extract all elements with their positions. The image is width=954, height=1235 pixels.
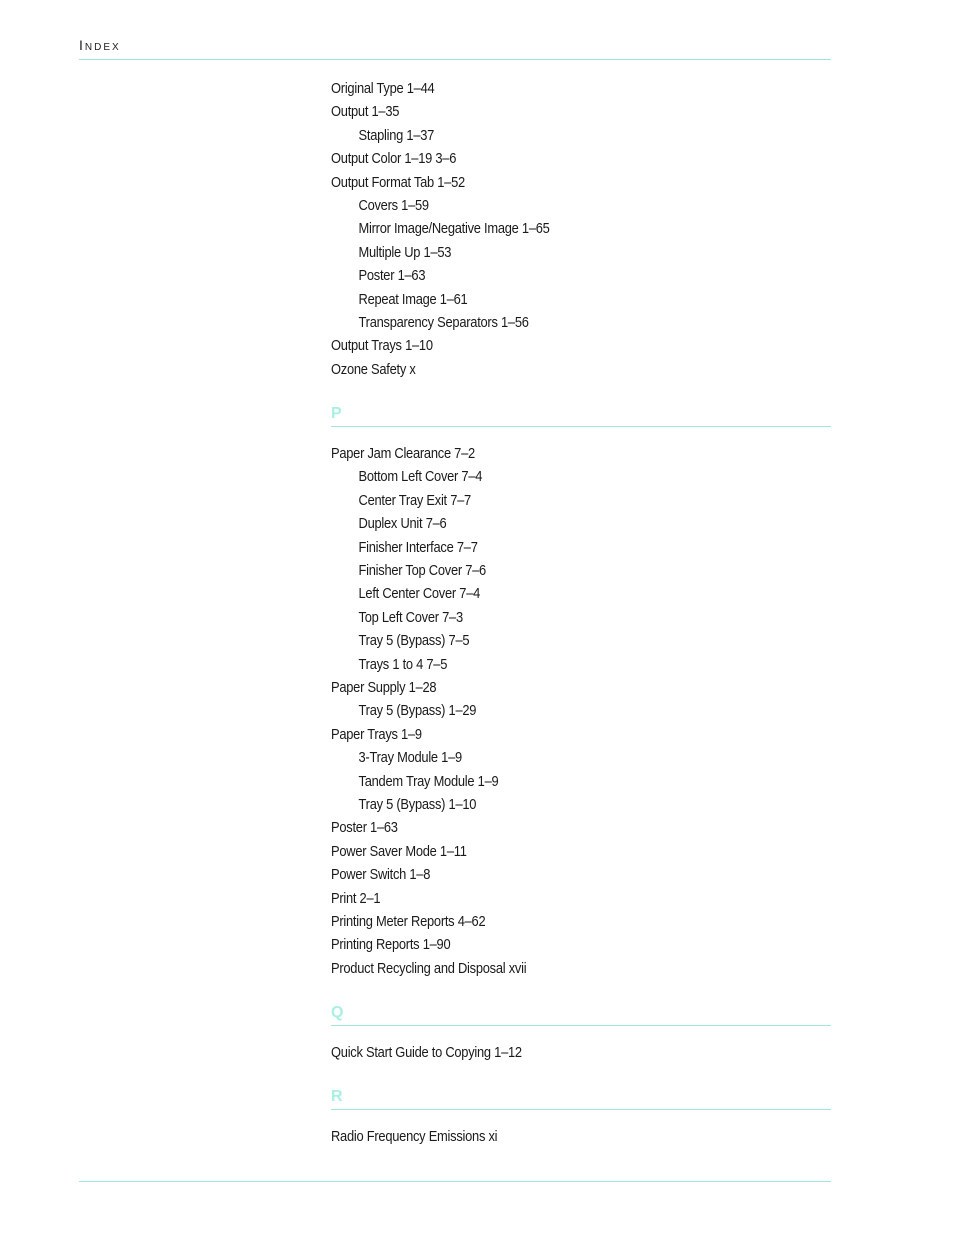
section-letter-r: R — [331, 1088, 343, 1106]
header-rule — [79, 59, 831, 60]
index-entry: Original Type 1–44 — [331, 80, 435, 97]
index-entry: Output Format Tab 1–52 — [331, 173, 465, 191]
index-entry: Printing Meter Reports 4–62 — [331, 912, 486, 930]
index-subentry: Tray 5 (Bypass) 1–29 — [358, 702, 477, 720]
footer-rule — [79, 1181, 831, 1182]
index-column — [331, 77, 831, 1149]
index-entry: Paper Trays 1–9 — [331, 725, 422, 743]
index-subentry: Finisher Interface 7–7 — [358, 538, 478, 556]
index-subentry: Duplex Unit 7–6 — [358, 515, 447, 533]
index-subentry: Stapling 1–37 — [358, 126, 435, 144]
index-subentry: 3-Tray Module 1–9 — [358, 749, 462, 767]
index-entry: Output Trays 1–10 — [331, 337, 433, 355]
index-subentry: Tray 5 (Bypass) 1–10 — [358, 795, 477, 813]
index-subentry: Top Left Cover 7–3 — [358, 608, 463, 626]
index-entry: Paper Jam Clearance 7–2 — [331, 445, 475, 463]
index-subentry: Left Center Cover 7–4 — [358, 585, 481, 603]
index-entry: Output Color 1–19 3–6 — [331, 150, 457, 168]
index-entry: Power Switch 1–8 — [331, 866, 431, 884]
index-subentry: Bottom Left Cover 7–4 — [358, 468, 483, 486]
section-rule — [331, 1025, 831, 1026]
section-rule — [331, 426, 831, 427]
index-subentry: Center Tray Exit 7–7 — [358, 491, 471, 509]
section-letter-q: Q — [331, 1004, 344, 1022]
index-entry: Radio Frequency Emissions xi — [331, 1128, 498, 1146]
index-subentry: Tandem Tray Module 1–9 — [358, 772, 499, 790]
index-subentry: Transparency Separators 1–56 — [358, 313, 529, 331]
index-subentry: Poster 1–63 — [358, 267, 426, 285]
index-entry: Product Recycling and Disposal xvii — [331, 959, 527, 977]
index-entry: Print 2–1 — [331, 889, 381, 907]
index-subentry: Covers 1–59 — [358, 196, 429, 214]
index-entry: Power Saver Mode 1–11 — [331, 842, 467, 860]
index-entry: Quick Start Guide to Copying 1–12 — [331, 1044, 522, 1062]
index-subentry: Multiple Up 1–53 — [358, 243, 452, 261]
index-entry: Ozone Safety x — [331, 360, 416, 378]
section-rule — [331, 1109, 831, 1110]
running-head: Index — [79, 37, 121, 53]
index-subentry: Trays 1 to 4 7–5 — [358, 655, 448, 673]
index-subentry: Finisher Top Cover 7–6 — [358, 562, 486, 580]
index-subentry: Repeat Image 1–61 — [358, 290, 468, 308]
index-subentry: Tray 5 (Bypass) 7–5 — [358, 632, 470, 650]
index-entry: Poster 1–63 — [331, 819, 398, 837]
index-subentry: Mirror Image/Negative Image 1–65 — [358, 220, 550, 238]
section-letter-p: P — [331, 405, 342, 423]
index-entry: Printing Reports 1–90 — [331, 936, 451, 954]
index-entry: Paper Supply 1–28 — [331, 678, 437, 696]
index-entry: Output 1–35 — [331, 103, 400, 121]
